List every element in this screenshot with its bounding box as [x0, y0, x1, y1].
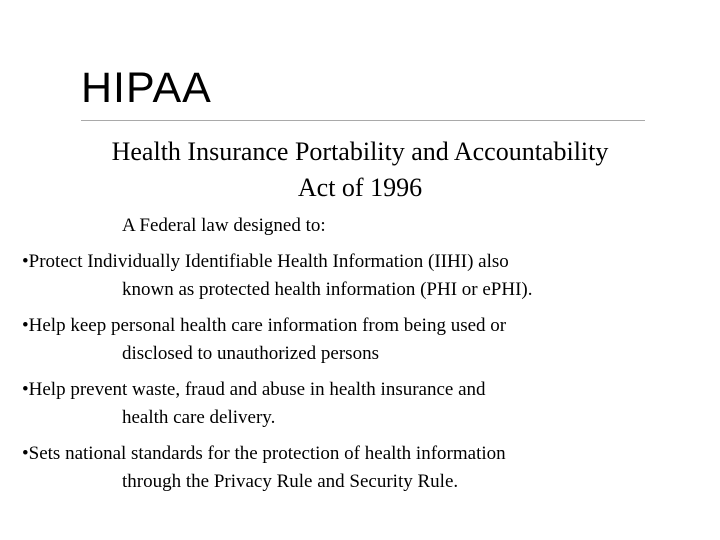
- subtitle-line-1: Health Insurance Portability and Accountability: [111, 137, 609, 166]
- bullet-1-line-1: •Protect Individually Identifiable Health Information (IIHI) also: [22, 251, 509, 272]
- bullet-4-line-1: •Sets national standards for the protection of health information: [22, 443, 506, 464]
- bullet-2-line-2: disclosed to unauthorized persons: [122, 343, 379, 364]
- slide-title: HIPAA: [81, 64, 212, 112]
- title-divider: [81, 120, 645, 121]
- bullet-4-line-2: through the Privacy Rule and Security Rule.: [122, 471, 459, 492]
- bullet-3-line-1: •Help prevent waste, fraud and abuse in health insurance and: [22, 379, 486, 400]
- bullet-2-line-1: •Help keep personal health care information from being used or: [22, 315, 507, 336]
- bullet-1-line-2: known as protected health information (PHI or ePHI).: [122, 279, 533, 300]
- bullet-3-line-2: health care delivery.: [122, 407, 276, 428]
- intro-text: A Federal law designed to:: [122, 215, 326, 236]
- subtitle-line-2: Act of 1996: [297, 173, 423, 202]
